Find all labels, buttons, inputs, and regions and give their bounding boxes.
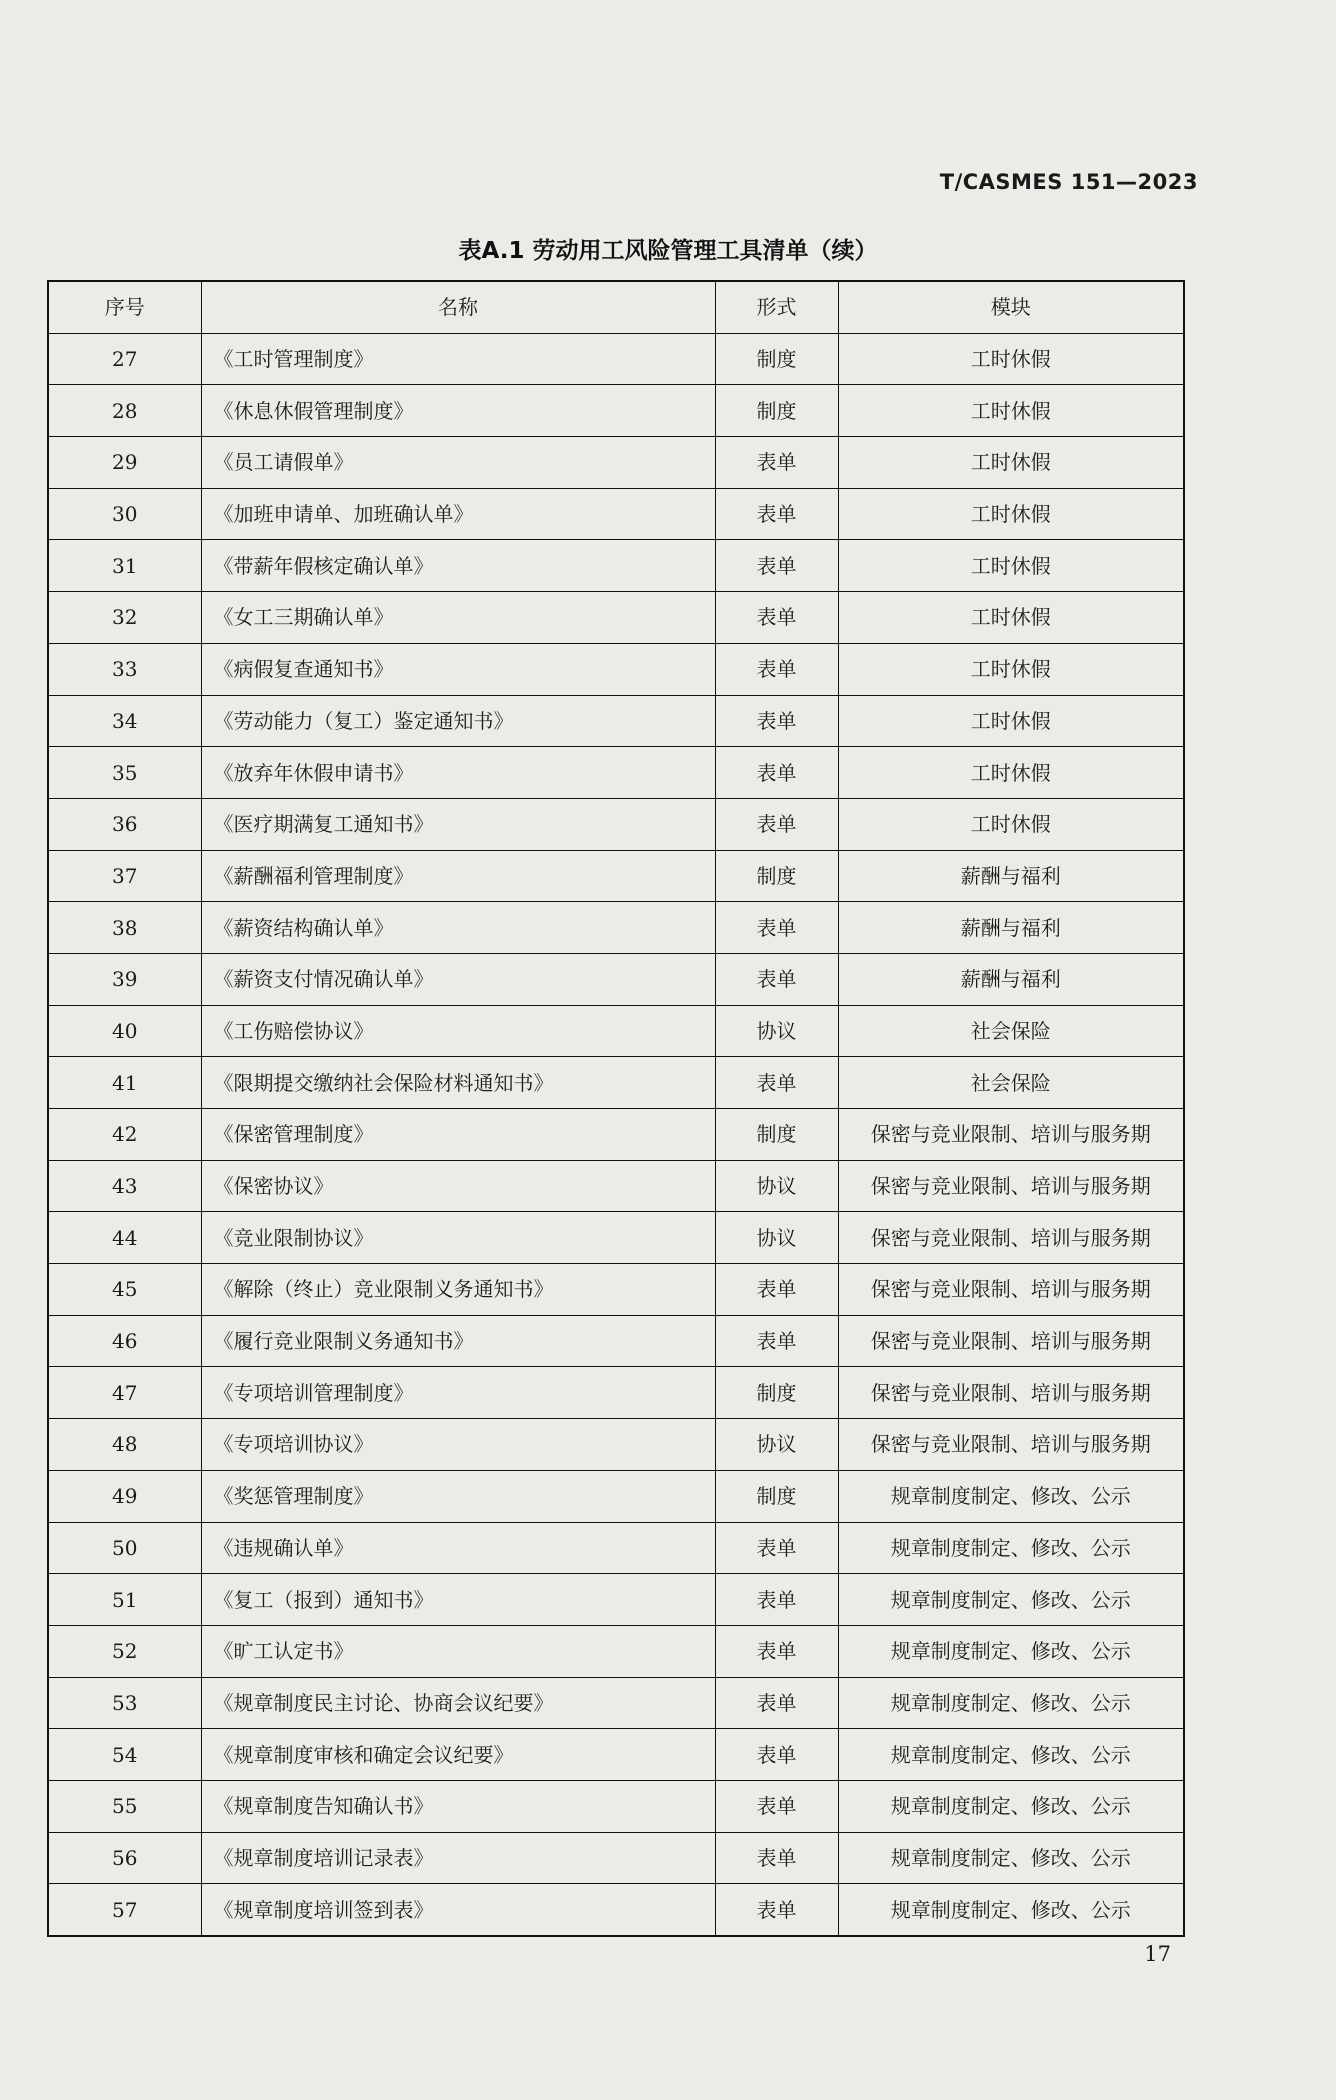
table-row bbox=[48, 1729, 1184, 1781]
cell-name: 《薪资结构确认单》 bbox=[201, 902, 715, 954]
cell-no: 48 bbox=[48, 1419, 201, 1471]
table-row bbox=[48, 1574, 1184, 1626]
table-row bbox=[48, 1212, 1184, 1264]
cell-form: 制度 bbox=[715, 385, 838, 437]
cell-no: 39 bbox=[48, 953, 201, 1005]
cell-no: 32 bbox=[48, 592, 201, 644]
cell-name: 《保密管理制度》 bbox=[201, 1109, 715, 1161]
cell-name: 《规章制度告知确认书》 bbox=[201, 1780, 715, 1832]
cell-no: 50 bbox=[48, 1522, 201, 1574]
cell-no: 35 bbox=[48, 747, 201, 799]
cell-module: 工时休假 bbox=[838, 385, 1184, 437]
cell-name: 《休息休假管理制度》 bbox=[201, 385, 715, 437]
cell-form: 协议 bbox=[715, 1212, 838, 1264]
cell-no: 33 bbox=[48, 643, 201, 695]
cell-module: 工时休假 bbox=[838, 643, 1184, 695]
table-row bbox=[48, 1057, 1184, 1109]
cell-no: 30 bbox=[48, 488, 201, 540]
cell-module: 规章制度制定、修改、公示 bbox=[838, 1884, 1184, 1936]
table-row bbox=[48, 1367, 1184, 1419]
cell-name: 《竞业限制协议》 bbox=[201, 1212, 715, 1264]
cell-module: 社会保险 bbox=[838, 1057, 1184, 1109]
table-row bbox=[48, 798, 1184, 850]
cell-name: 《解除（终止）竞业限制义务通知书》 bbox=[201, 1264, 715, 1316]
cell-module: 保密与竞业限制、培训与服务期 bbox=[838, 1109, 1184, 1161]
cell-form: 表单 bbox=[715, 488, 838, 540]
cell-form: 表单 bbox=[715, 1832, 838, 1884]
cell-name: 《病假复查通知书》 bbox=[201, 643, 715, 695]
cell-form: 表单 bbox=[715, 902, 838, 954]
cell-form: 表单 bbox=[715, 1677, 838, 1729]
cell-module: 保密与竞业限制、培训与服务期 bbox=[838, 1160, 1184, 1212]
cell-name: 《奖惩管理制度》 bbox=[201, 1470, 715, 1522]
cell-module: 规章制度制定、修改、公示 bbox=[838, 1470, 1184, 1522]
cell-no: 44 bbox=[48, 1212, 201, 1264]
cell-module: 薪酬与福利 bbox=[838, 953, 1184, 1005]
cell-name: 《工伤赔偿协议》 bbox=[201, 1005, 715, 1057]
cell-module: 保密与竞业限制、培训与服务期 bbox=[838, 1419, 1184, 1471]
cell-form: 表单 bbox=[715, 1625, 838, 1677]
cell-module: 规章制度制定、修改、公示 bbox=[838, 1625, 1184, 1677]
table-row bbox=[48, 540, 1184, 592]
cell-name: 《违规确认单》 bbox=[201, 1522, 715, 1574]
cell-module: 工时休假 bbox=[838, 540, 1184, 592]
cell-form: 表单 bbox=[715, 1264, 838, 1316]
table-row bbox=[48, 437, 1184, 489]
cell-form: 表单 bbox=[715, 1057, 838, 1109]
table-row bbox=[48, 695, 1184, 747]
risk-tool-table bbox=[47, 280, 1185, 1937]
cell-no: 28 bbox=[48, 385, 201, 437]
cell-no: 37 bbox=[48, 850, 201, 902]
cell-form: 表单 bbox=[715, 1574, 838, 1626]
page-number: 17 bbox=[1144, 1942, 1171, 1966]
cell-form: 协议 bbox=[715, 1005, 838, 1057]
cell-name: 《薪酬福利管理制度》 bbox=[201, 850, 715, 902]
cell-module: 工时休假 bbox=[838, 592, 1184, 644]
cell-module: 工时休假 bbox=[838, 488, 1184, 540]
table-row bbox=[48, 488, 1184, 540]
cell-name: 《履行竞业限制义务通知书》 bbox=[201, 1315, 715, 1367]
cell-name: 《保密协议》 bbox=[201, 1160, 715, 1212]
table-row bbox=[48, 1884, 1184, 1936]
standard-code: T/CASMES 151—2023 bbox=[939, 170, 1198, 194]
cell-no: 57 bbox=[48, 1884, 201, 1936]
table-row bbox=[48, 643, 1184, 695]
table-row bbox=[48, 1832, 1184, 1884]
cell-form: 表单 bbox=[715, 953, 838, 1005]
table-body bbox=[48, 333, 1184, 1936]
cell-no: 47 bbox=[48, 1367, 201, 1419]
cell-name: 《规章制度培训记录表》 bbox=[201, 1832, 715, 1884]
table-row bbox=[48, 1315, 1184, 1367]
column-header-module: 模块 bbox=[838, 281, 1184, 333]
cell-module: 工时休假 bbox=[838, 333, 1184, 385]
cell-form: 协议 bbox=[715, 1419, 838, 1471]
cell-name: 《专项培训协议》 bbox=[201, 1419, 715, 1471]
table-row bbox=[48, 385, 1184, 437]
cell-name: 《专项培训管理制度》 bbox=[201, 1367, 715, 1419]
table-row bbox=[48, 1780, 1184, 1832]
cell-module: 保密与竞业限制、培训与服务期 bbox=[838, 1315, 1184, 1367]
table-row bbox=[48, 1264, 1184, 1316]
cell-module: 规章制度制定、修改、公示 bbox=[838, 1522, 1184, 1574]
cell-no: 45 bbox=[48, 1264, 201, 1316]
cell-module: 薪酬与福利 bbox=[838, 902, 1184, 954]
cell-no: 51 bbox=[48, 1574, 201, 1626]
cell-module: 工时休假 bbox=[838, 747, 1184, 799]
cell-no: 31 bbox=[48, 540, 201, 592]
cell-form: 表单 bbox=[715, 592, 838, 644]
cell-no: 42 bbox=[48, 1109, 201, 1161]
cell-no: 43 bbox=[48, 1160, 201, 1212]
table-row bbox=[48, 1005, 1184, 1057]
column-header-name: 名称 bbox=[201, 281, 715, 333]
cell-name: 《劳动能力（复工）鉴定通知书》 bbox=[201, 695, 715, 747]
table-row bbox=[48, 747, 1184, 799]
cell-no: 54 bbox=[48, 1729, 201, 1781]
cell-module: 保密与竞业限制、培训与服务期 bbox=[838, 1264, 1184, 1316]
cell-form: 表单 bbox=[715, 1729, 838, 1781]
cell-module: 规章制度制定、修改、公示 bbox=[838, 1574, 1184, 1626]
cell-form: 制度 bbox=[715, 1367, 838, 1419]
cell-form: 表单 bbox=[715, 1884, 838, 1936]
cell-no: 41 bbox=[48, 1057, 201, 1109]
cell-module: 社会保险 bbox=[838, 1005, 1184, 1057]
cell-no: 46 bbox=[48, 1315, 201, 1367]
cell-module: 薪酬与福利 bbox=[838, 850, 1184, 902]
table-row bbox=[48, 1522, 1184, 1574]
cell-form: 表单 bbox=[715, 540, 838, 592]
cell-form: 表单 bbox=[715, 1780, 838, 1832]
cell-no: 53 bbox=[48, 1677, 201, 1729]
cell-module: 规章制度制定、修改、公示 bbox=[838, 1677, 1184, 1729]
cell-no: 56 bbox=[48, 1832, 201, 1884]
cell-form: 制度 bbox=[715, 1470, 838, 1522]
table-row bbox=[48, 1109, 1184, 1161]
table-row bbox=[48, 850, 1184, 902]
cell-name: 《规章制度审核和确定会议纪要》 bbox=[201, 1729, 715, 1781]
cell-no: 49 bbox=[48, 1470, 201, 1522]
cell-module: 保密与竞业限制、培训与服务期 bbox=[838, 1367, 1184, 1419]
cell-name: 《限期提交缴纳社会保险材料通知书》 bbox=[201, 1057, 715, 1109]
table-row bbox=[48, 333, 1184, 385]
table-row bbox=[48, 1160, 1184, 1212]
cell-module: 规章制度制定、修改、公示 bbox=[838, 1729, 1184, 1781]
table-row bbox=[48, 953, 1184, 1005]
cell-form: 制度 bbox=[715, 333, 838, 385]
cell-name: 《薪资支付情况确认单》 bbox=[201, 953, 715, 1005]
cell-name: 《员工请假单》 bbox=[201, 437, 715, 489]
cell-name: 《带薪年假核定确认单》 bbox=[201, 540, 715, 592]
cell-no: 38 bbox=[48, 902, 201, 954]
table-row bbox=[48, 1419, 1184, 1471]
cell-name: 《规章制度培训签到表》 bbox=[201, 1884, 715, 1936]
cell-module: 保密与竞业限制、培训与服务期 bbox=[838, 1212, 1184, 1264]
cell-form: 协议 bbox=[715, 1160, 838, 1212]
table-title: 表A.1 劳动用工风险管理工具清单（续） bbox=[458, 238, 878, 264]
cell-module: 工时休假 bbox=[838, 798, 1184, 850]
cell-name: 《放弃年休假申请书》 bbox=[201, 747, 715, 799]
cell-form: 表单 bbox=[715, 437, 838, 489]
cell-name: 《旷工认定书》 bbox=[201, 1625, 715, 1677]
cell-form: 表单 bbox=[715, 747, 838, 799]
cell-name: 《女工三期确认单》 bbox=[201, 592, 715, 644]
cell-no: 34 bbox=[48, 695, 201, 747]
cell-module: 规章制度制定、修改、公示 bbox=[838, 1780, 1184, 1832]
cell-form: 表单 bbox=[715, 643, 838, 695]
cell-name: 《复工（报到）通知书》 bbox=[201, 1574, 715, 1626]
table-row bbox=[48, 1625, 1184, 1677]
cell-module: 工时休假 bbox=[838, 695, 1184, 747]
cell-no: 27 bbox=[48, 333, 201, 385]
cell-form: 制度 bbox=[715, 1109, 838, 1161]
cell-form: 表单 bbox=[715, 798, 838, 850]
table-row bbox=[48, 902, 1184, 954]
table-row bbox=[48, 592, 1184, 644]
cell-form: 表单 bbox=[715, 1315, 838, 1367]
cell-no: 40 bbox=[48, 1005, 201, 1057]
table-row bbox=[48, 1470, 1184, 1522]
column-header-no: 序号 bbox=[48, 281, 201, 333]
cell-module: 工时休假 bbox=[838, 437, 1184, 489]
cell-no: 52 bbox=[48, 1625, 201, 1677]
cell-name: 《加班申请单、加班确认单》 bbox=[201, 488, 715, 540]
cell-name: 《规章制度民主讨论、协商会议纪要》 bbox=[201, 1677, 715, 1729]
cell-form: 表单 bbox=[715, 695, 838, 747]
cell-form: 表单 bbox=[715, 1522, 838, 1574]
cell-no: 29 bbox=[48, 437, 201, 489]
column-header-form: 形式 bbox=[715, 281, 838, 333]
cell-no: 36 bbox=[48, 798, 201, 850]
cell-name: 《医疗期满复工通知书》 bbox=[201, 798, 715, 850]
table-row bbox=[48, 1677, 1184, 1729]
cell-no: 55 bbox=[48, 1780, 201, 1832]
cell-form: 制度 bbox=[715, 850, 838, 902]
cell-module: 规章制度制定、修改、公示 bbox=[838, 1832, 1184, 1884]
cell-name: 《工时管理制度》 bbox=[201, 333, 715, 385]
table-header-row bbox=[48, 281, 1184, 333]
